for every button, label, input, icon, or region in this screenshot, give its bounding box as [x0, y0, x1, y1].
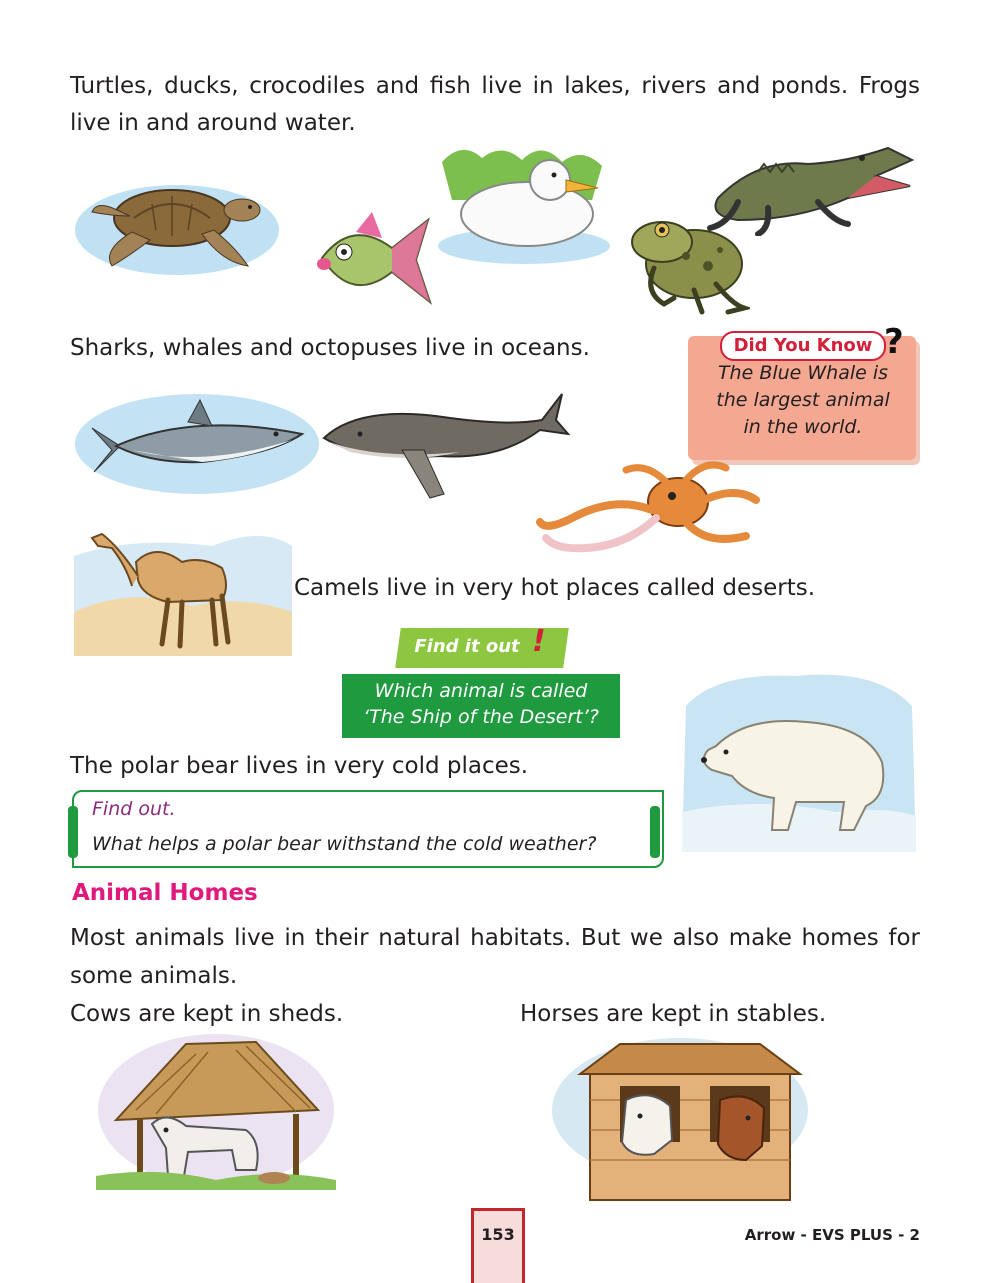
page-number: 153	[481, 1225, 515, 1244]
did-you-know-tag: Did You Know	[720, 331, 886, 361]
paragraph-animal-homes-line1: Most animals live in their natural habitats. But we also make homes for	[70, 925, 920, 951]
question-mark-icon: ?	[884, 322, 904, 362]
paragraph-water-animals-line2: live in and around water.	[70, 110, 356, 136]
section-heading: Animal Homes	[72, 880, 258, 906]
find-it-out-tag: Find it out	[414, 636, 520, 657]
camel-illustration	[72, 516, 294, 656]
octopus-illustration	[536, 456, 762, 560]
shark-illustration	[72, 388, 322, 498]
did-you-know-line1: The Blue Whale is	[717, 362, 889, 384]
whale-illustration	[320, 390, 570, 502]
caption-horses: Horses are kept in stables.	[520, 1001, 827, 1027]
find-out-right-bar	[650, 806, 660, 858]
find-out-left-bar	[68, 806, 78, 858]
paragraph-ocean-animals: Sharks, whales and octopuses live in oceans.	[70, 335, 590, 361]
paragraph-water-animals-line1: Turtles, ducks, crocodiles and fish live in lakes, rivers and ponds. Frogs	[70, 73, 920, 99]
did-you-know-line2: the largest animal	[716, 389, 890, 411]
page-number-box	[471, 1208, 525, 1283]
polar-bear-illustration	[676, 666, 920, 852]
paragraph-cold-animals: The polar bear lives in very cold places.	[70, 753, 529, 779]
paragraph-desert-animals: Camels live in very hot places called deserts.	[294, 575, 816, 601]
find-it-out-question	[342, 678, 620, 730]
fish-illustration	[312, 208, 436, 310]
paragraph-animal-homes-line2: some animals.	[70, 963, 238, 989]
book-title-footer: Arrow - EVS PLUS - 2	[744, 1226, 920, 1244]
horse-stable-illustration	[550, 1030, 810, 1206]
did-you-know-text	[692, 360, 914, 441]
cow-shed-illustration	[96, 1030, 336, 1190]
find-out-title: Find out.	[92, 798, 176, 820]
caption-cows: Cows are kept in sheds.	[70, 1001, 344, 1027]
find-it-out-line2: ‘The Ship of the Desert’?	[363, 706, 599, 728]
turtle-illustration	[72, 170, 282, 280]
frog-illustration	[624, 208, 750, 316]
exclamation-icon: !	[532, 624, 546, 659]
find-it-out-line1: Which animal is called	[374, 680, 588, 702]
did-you-know-line3: in the world.	[743, 416, 863, 438]
duck-illustration	[432, 140, 622, 270]
find-out-question: What helps a polar bear withstand the cold weather?	[92, 833, 597, 855]
